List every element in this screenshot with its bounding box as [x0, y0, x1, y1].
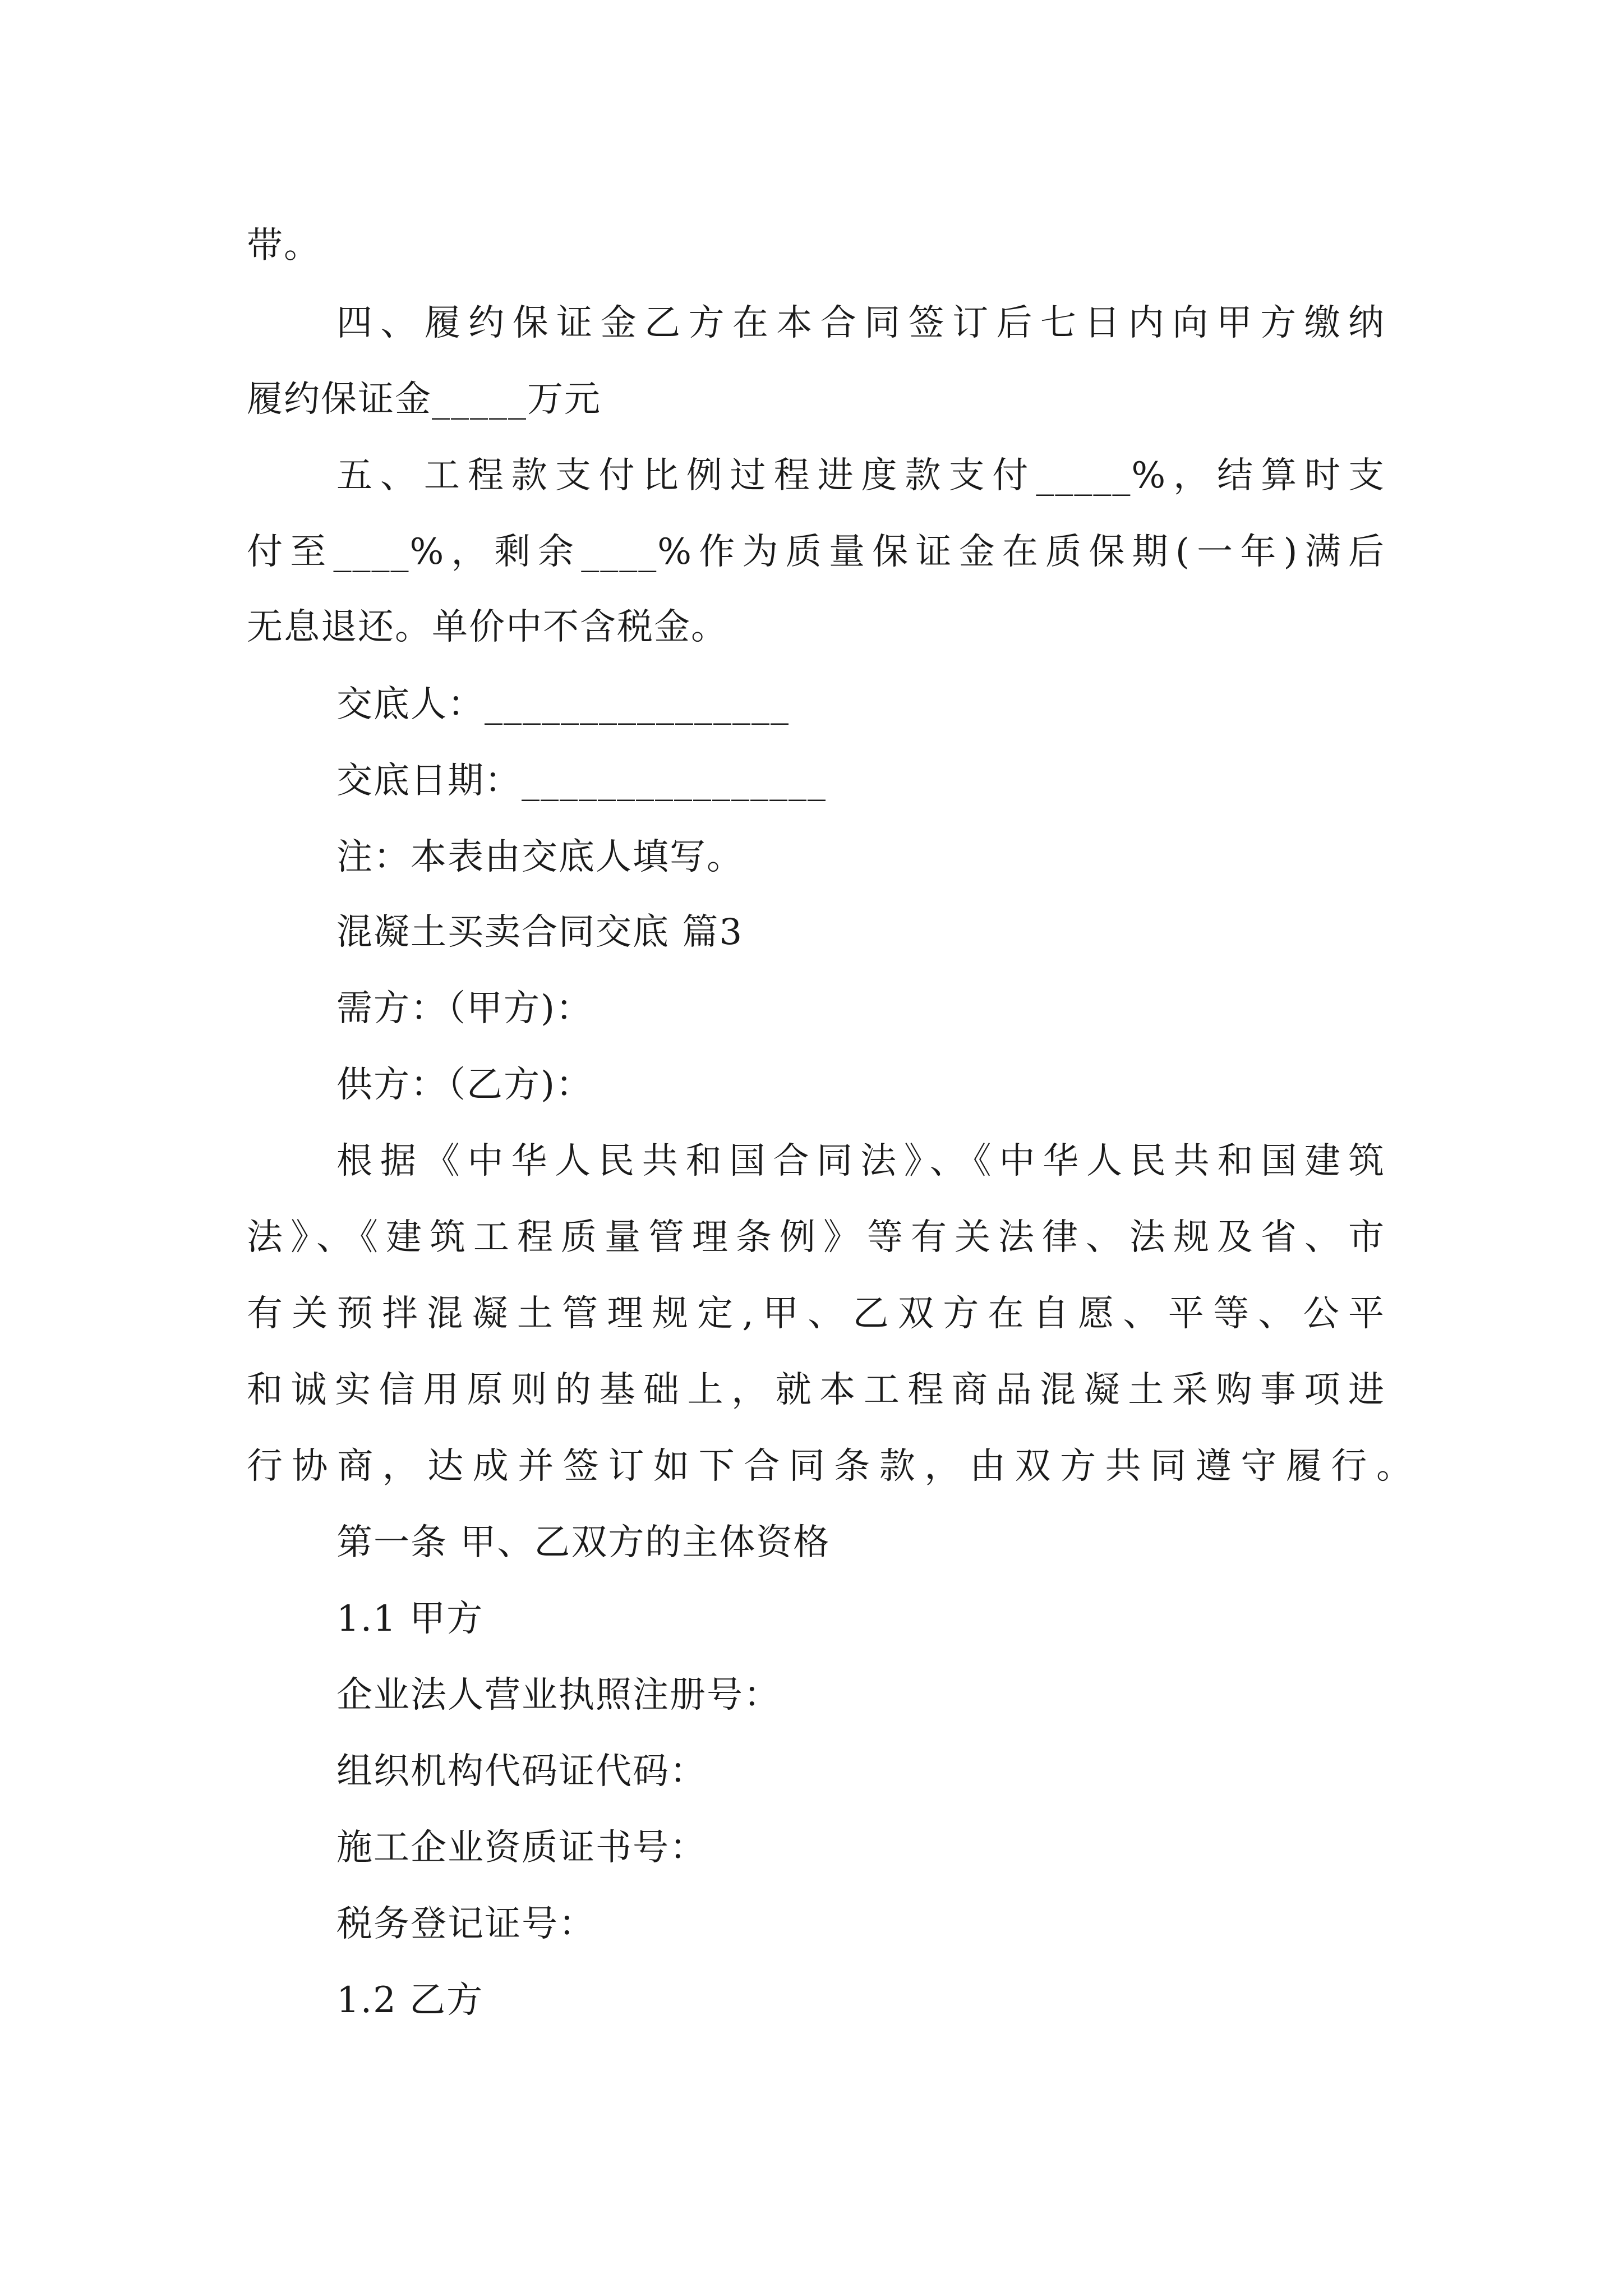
text-line: 注：本表由交底人填写。 — [336, 836, 744, 878]
text-line: 法》、《建筑工程质量管理条例》等有关法律、法规及省、市 — [247, 1217, 1385, 1258]
text-line: 税务登记证号： — [336, 1903, 596, 1945]
text-line: 交底日期：________________ — [336, 760, 827, 802]
text-line: 需方：（甲方)： — [336, 988, 593, 1029]
text-line: 无息退还。单价中不含税金。 — [247, 606, 728, 648]
text-line: 1.1 甲方 — [336, 1598, 484, 1640]
text-line: 企业法人营业执照注册号： — [336, 1674, 781, 1716]
text-line: 供方：（乙方)： — [336, 1064, 593, 1106]
text-line: 交底人：________________ — [336, 684, 790, 725]
text-line: 施工企业资质证书号： — [336, 1827, 707, 1869]
text-line: 四、履约保证金乙方在本合同签订后七日内向甲方缴纳 — [336, 302, 1385, 344]
text-line: 行协商，达成并签订如下合同条款，由双方共同遵守履行。 — [247, 1446, 1413, 1487]
text-line: 1.2 乙方 — [336, 1980, 484, 2021]
text-line: 带。 — [247, 225, 321, 266]
text-line: 五、工程款支付比例过程进度款支付_____%，结算时支 — [336, 455, 1385, 496]
text-line: 组织机构代码证代码： — [336, 1751, 707, 1792]
text-line: 有关预拌混凝土管理规定,甲、乙双方在自愿、平等、公平 — [247, 1293, 1385, 1335]
text-line: 根据《中华人民共和国合同法》、《中华人民共和国建筑 — [336, 1140, 1385, 1182]
text-line: 第一条 甲、乙双方的主体资格 — [336, 1522, 831, 1563]
text-line: 付至____%，剩余____%作为质量保证金在质保期(一年)满后 — [247, 531, 1385, 573]
text-line: 和诚实信用原则的基础上，就本工程商品混凝土采购事项进 — [247, 1369, 1385, 1411]
text-line: 履约保证金_____万元 — [247, 379, 601, 420]
text-line: 混凝土买卖合同交底 篇3 — [336, 912, 744, 953]
